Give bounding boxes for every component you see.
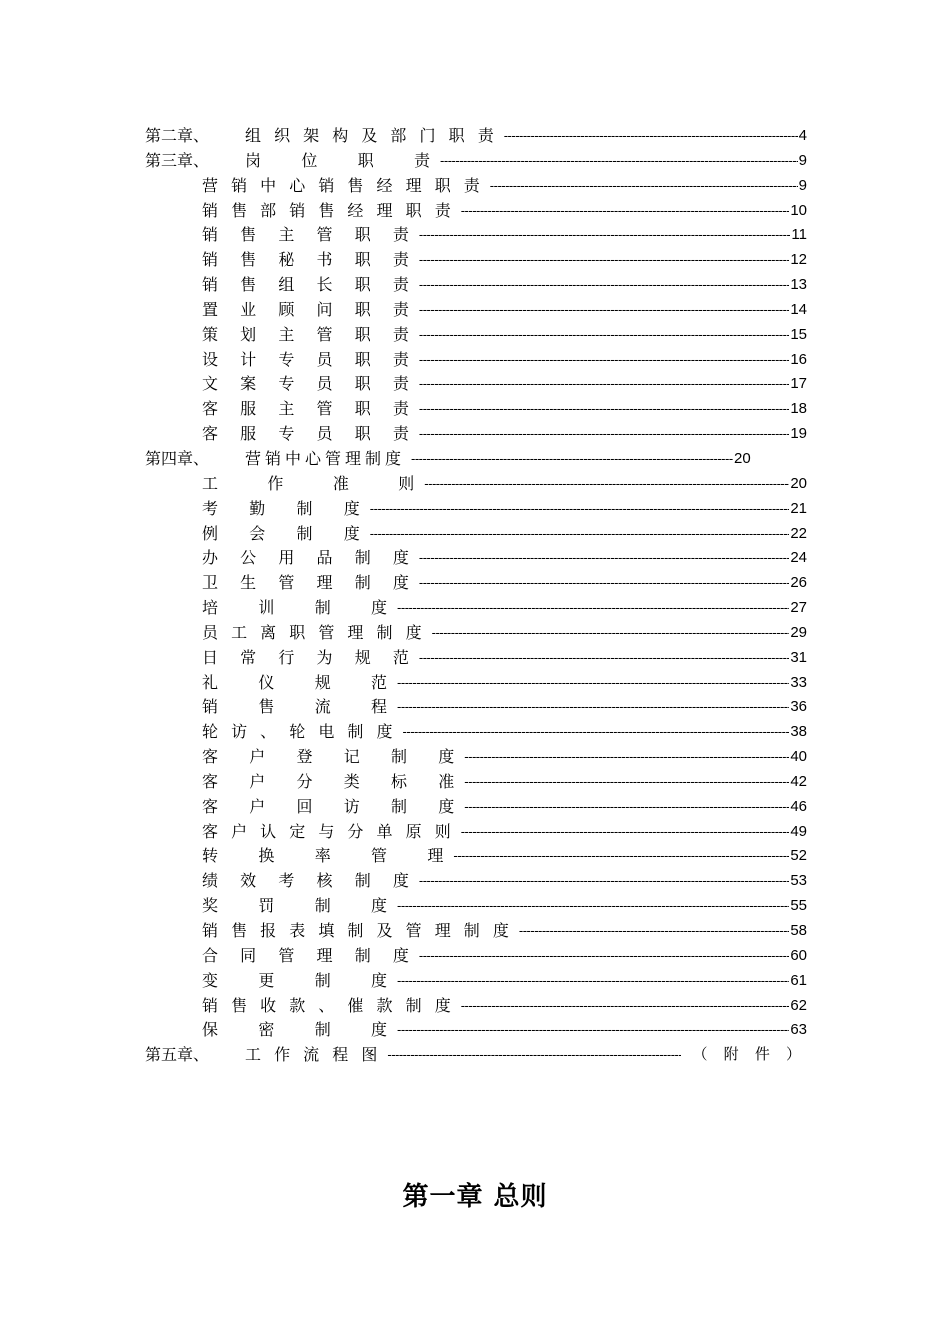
toc-entry-title: 转 换 率 管 理: [202, 846, 448, 866]
toc-entry[interactable]: [145, 472, 807, 497]
toc-page-number: 29: [790, 623, 807, 641]
toc-entry-title: 卫 生 管 理 制 度: [202, 573, 413, 593]
toc-leader-dashes: [387, 1043, 681, 1068]
toc-chapter-number: 第三章、: [145, 150, 210, 170]
toc-leader-dashes: [397, 671, 789, 696]
toc-chapter-number: 第四章、: [145, 448, 210, 468]
toc-entry-title: 文 案 专 员 职 责: [202, 374, 413, 394]
toc-page-number: 4: [798, 127, 807, 144]
toc-entry-title: 销 售 报 表 填 制 及 管 理 制 度: [202, 921, 513, 940]
toc-page-number: 61: [790, 971, 807, 989]
toc-entry-title: 岗 位 职 责: [245, 150, 435, 170]
toc-entry-title: 客 户 分 类 标 准: [202, 771, 459, 791]
toc-entry[interactable]: [145, 646, 807, 671]
chapter-heading: 第一章 总则: [402, 1182, 548, 1212]
toc-entry[interactable]: [145, 124, 807, 149]
toc-leader-dashes: [419, 397, 789, 422]
toc-chapter-number: 第五章、: [145, 1045, 210, 1065]
toc-entry-title: 销 售 组 长 职 责: [202, 275, 413, 295]
toc-entry[interactable]: [145, 447, 807, 472]
toc-leader-dashes: [419, 298, 789, 323]
toc-entry-title: 销 售 收 款 、 催 款 制 度: [202, 995, 455, 1015]
toc-entry[interactable]: [145, 994, 807, 1019]
toc-entry-title: 客 户 认 定 与 分 单 原 则: [202, 821, 455, 841]
toc-entry-title: 培 训 制 度: [202, 598, 392, 618]
toc-leader-dashes: [419, 273, 789, 298]
toc-entry-title: 客 户 登 记 制 度: [202, 747, 459, 767]
toc-leader-dashes: [424, 472, 789, 497]
toc-page-number: 13: [790, 276, 807, 294]
toc-entry[interactable]: [145, 273, 807, 298]
toc-leader-dashes: [519, 919, 789, 944]
toc-leader-dashes: [432, 621, 790, 646]
toc-leader-dashes: [397, 695, 789, 720]
toc-leader-dashes: [370, 522, 790, 547]
toc-entry-title: 营 销 中 心 销 售 经 理 职 责: [202, 175, 484, 195]
toc-page-number: 38: [790, 723, 807, 741]
toc-entry[interactable]: [145, 621, 807, 646]
toc-leader-dashes: [440, 149, 798, 174]
toc-leader-dashes: [419, 869, 789, 894]
toc-page-number: 55: [790, 897, 807, 915]
toc-chapter-number: 第二章、: [145, 126, 210, 145]
toc-page-number: 40: [790, 748, 807, 766]
toc-entry[interactable]: [145, 571, 807, 596]
toc-page-number: 12: [790, 251, 807, 269]
toc-leader-dashes: [504, 124, 798, 149]
toc-leader-dashes: [419, 646, 789, 671]
toc-page-number: 19: [790, 425, 807, 443]
toc-leader-dashes: [411, 447, 733, 472]
toc-leader-dashes: [419, 944, 789, 969]
toc-leader-dashes: [397, 894, 789, 919]
toc-page-number: 62: [790, 996, 807, 1014]
toc-leader-dashes: [397, 969, 789, 994]
toc-page-number: 26: [790, 574, 807, 592]
toc-page-number: 46: [790, 797, 807, 815]
toc-leader-dashes: [464, 745, 789, 770]
toc-entry[interactable]: [145, 695, 807, 720]
toc-leader-dashes: [419, 571, 789, 596]
toc-entry[interactable]: [145, 522, 807, 547]
toc-entry-title: 办 公 用 品 制 度: [202, 548, 413, 568]
toc-entry[interactable]: [145, 149, 807, 174]
toc-leader-dashes: [461, 820, 790, 845]
toc-page-number: 33: [790, 673, 807, 691]
toc-entry-title: 礼 仪 规 范: [202, 672, 392, 692]
toc-entry[interactable]: [145, 223, 807, 248]
toc-page-number: 9: [798, 176, 807, 194]
toc-leader-dashes: [419, 223, 791, 248]
toc-entry[interactable]: [145, 1043, 807, 1068]
toc-page-number: 49: [790, 822, 807, 840]
toc-page-number: 10: [790, 201, 807, 219]
toc-entry[interactable]: [145, 844, 807, 869]
toc-entry[interactable]: [145, 969, 807, 994]
toc-leader-dashes: [419, 546, 789, 571]
toc-page-number: 20: [790, 474, 807, 492]
toc-page-number: 58: [790, 922, 807, 939]
toc-page-number: 63: [790, 1021, 807, 1039]
toc-entry[interactable]: [145, 199, 807, 224]
toc-entry[interactable]: [145, 1018, 807, 1043]
table-of-contents: [145, 124, 807, 1068]
toc-entry-title: 变 更 制 度: [202, 970, 392, 990]
toc-leader-dashes: [397, 596, 789, 621]
toc-entry[interactable]: [145, 820, 807, 845]
toc-entry-title: 置 业 顾 问 职 责: [202, 299, 413, 319]
toc-page-number: 16: [790, 350, 807, 368]
toc-page-number: 20: [734, 449, 751, 467]
toc-leader-dashes: [419, 372, 789, 397]
toc-entry-title: 营销中心管理制度: [245, 448, 406, 468]
toc-entry-title: 策 划 主 管 职 责: [202, 324, 413, 344]
toc-entry-title: 销 售 部 销 售 经 理 职 责: [202, 200, 455, 220]
toc-entry[interactable]: [145, 298, 807, 323]
toc-entry[interactable]: [145, 944, 807, 969]
toc-leader-dashes: [419, 422, 789, 447]
toc-entry[interactable]: [145, 596, 807, 621]
toc-entry[interactable]: [145, 174, 807, 199]
toc-entry[interactable]: [145, 497, 807, 522]
toc-leader-dashes: [370, 497, 790, 522]
toc-entry-title: 销 售 主 管 职 责: [202, 225, 413, 245]
toc-leader-dashes: [453, 844, 789, 869]
toc-leader-dashes: [419, 348, 789, 373]
toc-entry-title: 工 作 准 则: [202, 473, 419, 493]
toc-entry[interactable]: [145, 745, 807, 770]
toc-page-number: 24: [790, 549, 807, 567]
toc-entry-title: 考 勤 制 度: [202, 498, 364, 518]
toc-entry-title: 日 常 行 为 规 范: [202, 647, 413, 667]
toc-entry-title: 轮 访 、 轮 电 制 度: [202, 722, 397, 742]
toc-page-number: 42: [790, 772, 807, 790]
toc-entry[interactable]: [145, 546, 807, 571]
toc-leader-dashes: [490, 174, 798, 199]
toc-entry-title: 组 织 架 构 及 部 门 职 责: [245, 126, 498, 145]
toc-entry[interactable]: [145, 671, 807, 696]
toc-entry-title: 设 计 专 员 职 责: [202, 349, 413, 369]
toc-entry-title: 客 服 专 员 职 责: [202, 424, 413, 444]
toc-entry[interactable]: [145, 869, 807, 894]
toc-leader-dashes: [397, 1018, 789, 1043]
toc-entry[interactable]: [145, 894, 807, 919]
toc-entry-title: 保 密 制 度: [202, 1020, 392, 1040]
toc-page-number: 36: [790, 698, 807, 716]
toc-page-number: 27: [790, 599, 807, 617]
toc-page-number: 21: [790, 499, 807, 517]
toc-entry[interactable]: [145, 372, 807, 397]
toc-entry-title: 例 会 制 度: [202, 523, 364, 543]
toc-entry[interactable]: [145, 248, 807, 273]
toc-page-number: 52: [790, 847, 807, 865]
toc-leader-dashes: [461, 994, 790, 1019]
toc-leader-dashes: [464, 795, 789, 820]
toc-entry[interactable]: [145, 919, 807, 944]
toc-page-number: 9: [798, 151, 807, 169]
toc-entry-title: 合 同 管 理 制 度: [202, 945, 413, 965]
toc-entry[interactable]: [145, 397, 807, 422]
toc-entry-title: 客 户 回 访 制 度: [202, 796, 459, 816]
toc-page-number: 11: [791, 226, 807, 244]
toc-entry-title: 奖 罚 制 度: [202, 896, 392, 916]
toc-entry-title: 销 售 秘 书 职 责: [202, 250, 413, 270]
toc-page-number: 14: [790, 300, 807, 318]
toc-entry-title: 员 工 离 职 管 理 制 度: [202, 622, 426, 642]
toc-leader-dashes: [419, 248, 789, 273]
toc-entry[interactable]: [145, 770, 807, 795]
toc-entry-title: 绩 效 考 核 制 度: [202, 871, 413, 891]
toc-entry-title: 客 服 主 管 职 责: [202, 399, 413, 419]
toc-page-number: 31: [790, 648, 807, 666]
toc-entry[interactable]: [145, 795, 807, 820]
toc-entry[interactable]: [145, 348, 807, 373]
toc-page-number: 18: [790, 400, 807, 418]
toc-page-number: 17: [790, 375, 807, 393]
toc-entry-title: 销 售 流 程: [202, 697, 392, 717]
toc-entry-title: 工 作 流 程 图: [245, 1045, 382, 1065]
toc-page-number: 22: [790, 524, 807, 542]
toc-entry[interactable]: [145, 323, 807, 348]
toc-leader-dashes: [419, 323, 789, 348]
toc-entry[interactable]: [145, 720, 807, 745]
toc-page-number: 53: [790, 872, 807, 890]
toc-leader-dashes: [403, 720, 790, 745]
toc-entry[interactable]: [145, 422, 807, 447]
toc-leader-dashes: [464, 770, 789, 795]
toc-page-number: （ 附 件 ）: [692, 1046, 807, 1064]
toc-page-number: 60: [790, 946, 807, 964]
toc-leader-dashes: [461, 199, 790, 224]
toc-page-number: 15: [790, 325, 807, 343]
